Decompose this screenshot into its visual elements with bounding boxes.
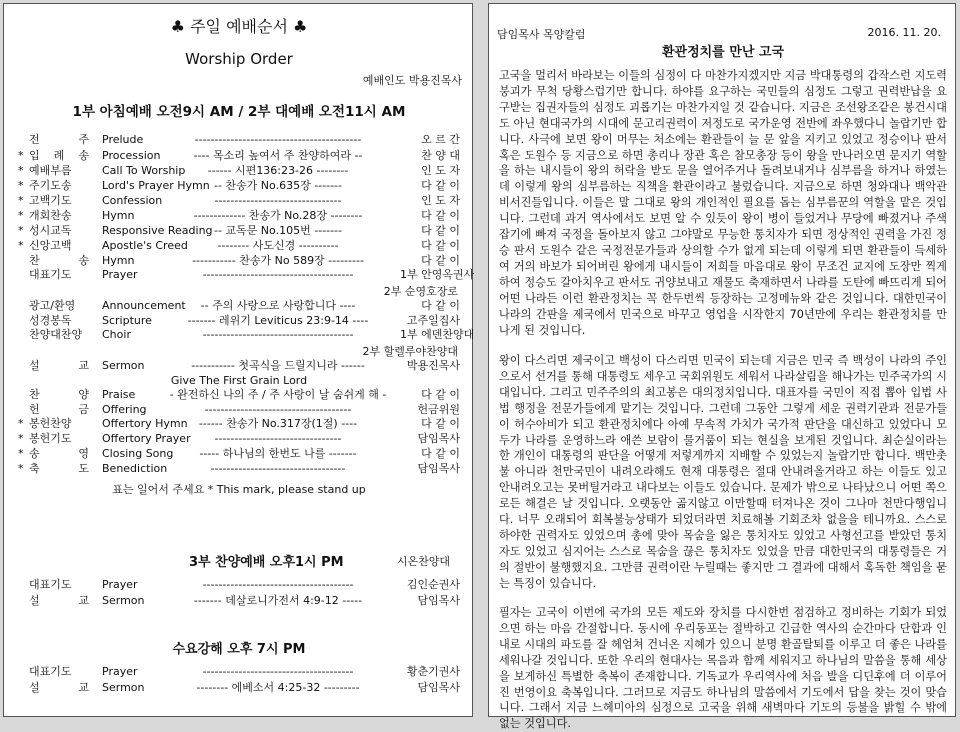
order-row <box>4 164 474 178</box>
item-name: 찬 송 <box>29 254 89 267</box>
stand-mark: * <box>18 179 24 192</box>
sermon-title-en: Give The First Grain Lord <box>170 374 308 387</box>
item-detail: ---- 목소리 높여서 주 찬양하여라 -- <box>193 149 363 162</box>
item-name-en: Apostle's Creed <box>102 239 188 252</box>
item-name: 고백기도 <box>29 194 72 207</box>
item-name: 신앙고백 <box>29 239 72 252</box>
worship-title-ko: ♣ 주일 예배순서 ♣ <box>170 17 308 36</box>
order-row <box>4 432 474 446</box>
item-detail: ------- 레위기 Leviticus 23:9-14 ---- <box>187 314 369 327</box>
order-row <box>4 462 474 476</box>
item-detail: -------- 사도신경 ---------- <box>217 239 339 252</box>
item-name-en: Prayer <box>102 268 138 281</box>
stand-mark: * <box>18 194 24 207</box>
item-name: 예배부름 <box>29 164 72 177</box>
item-detail: -------------------------------------- <box>202 665 354 678</box>
item-leader: 담임목사 <box>417 594 460 607</box>
item-name-en: Praise <box>102 388 136 401</box>
item-leader: 1부 에덴찬양대 <box>400 328 475 341</box>
item-detail: -- 주의 사랑으로 사랑합니다 ---- <box>200 299 356 312</box>
item-name-en: Offering <box>102 403 147 416</box>
order-row <box>4 209 474 223</box>
item-name-en: Procession <box>102 149 161 162</box>
item-leader: 찬 양 대 <box>421 149 460 162</box>
item-detail: -------- 에베소서 4:25-32 --------- <box>196 681 360 694</box>
item-detail: ----------- 첫곡식을 드릴지니라 ------ <box>191 359 365 372</box>
order-row <box>4 328 474 342</box>
item-name: 성시교독 <box>29 224 72 237</box>
item-detail: ----- 하나님의 한번도 나를 ------- <box>199 447 357 460</box>
item-leader: 오 르 간 <box>421 133 460 146</box>
service1-header: 1부 아침예배 오전9시 AM / 2부 대예배 오전11시 AM <box>72 104 406 120</box>
item-leader: 김인순권사 <box>406 578 460 591</box>
item-name-en: Benediction <box>102 462 168 475</box>
item-detail: -------------------------------- <box>214 194 342 207</box>
item-name-en: Call To Worship <box>102 164 186 177</box>
item-name-en: Responsive Reading <box>102 224 213 237</box>
item-name: 광고/환영 <box>29 299 76 312</box>
item-name: 대표기도 <box>29 665 72 678</box>
item-name-en: Choir <box>102 328 131 341</box>
item-name-en: Hymn <box>102 254 135 267</box>
item-leader: 다 같 이 <box>421 388 460 401</box>
order-row <box>4 149 474 163</box>
stand-mark: * <box>18 224 24 237</box>
item-name: 찬양대찬양 <box>29 328 83 341</box>
item-name: 설 교 <box>29 594 89 607</box>
item-leader: 다 같 이 <box>421 209 460 222</box>
item-detail: ------------- 찬송가 No.28장 -------- <box>193 209 363 222</box>
item-detail: ------ 시편136:23-26 -------- <box>207 164 349 177</box>
order-row <box>4 359 474 373</box>
item-name: 송 영 <box>29 447 89 460</box>
order-row <box>4 254 474 268</box>
column-title: 환관정치를 만난 고국 <box>661 45 785 60</box>
order-row <box>4 447 474 461</box>
stand-note: 표는 일어서 주세요 * This mark, please stand up <box>112 483 366 496</box>
item-detail: -- 교독문 No.105번 ------- <box>214 224 342 237</box>
order-row <box>4 299 474 313</box>
column-paragraph: 왕이 다스리면 제국이고 백성이 다스리면 민국이 되는데 지금은 민국 즉 백성이 나라의 주인으로서 선거를 통해 대통령도 세우고 국회위원도 세워서 나라살림을 해나가는 민주국가의 시대입니다. 그리고 민주주의의 최고봉은 대의정치입니다. 대표자를 국민이 직접 뽑아 입법 사법 행정을 전문가들에게 맡기는 것입니다. 그런데 그동안 그렇게 세운 권력기관과 전문가들이 허수아비가 되고 환관정치에다 아예 무속적 가치가 국가적 판단을 대신하고 있었다니 모두가 나라를 운영하느라 애쓴 보람이 물거품이 되는 현실을 보게된 것입니다. 최순실이라는 한 개인이 대통령의 판단을 어떻게 저렇게까지 지배할 수 있었는지 놀랍기만 합니다. 백만촛불 아니라 천만국민이 내려오라해도 현재 대통령은 절대 안내려올거라고 하는 이들도 있고 안내려오고는 못버틸거라고 내다보는 이들도 있습니다. 문제가 밖으로 나타났으니 어떤 쪽으로든 해결은 날 것입니다. 오랫동안 곪지않고 이만할때 터져나온 것이 그나마 천만다행입니다. 너무 오래되어 회복불능상태가 되었더라면 치료해볼 기회조차 없을을 테니까요. 스스로 하야한 권력자도 있었으며 총에 맞아 목숨을 잃은 통치자도 있었고 사형선고를 받았던 통치자도 있었고 심지어는 스스로 목숨을 끊은 통치자도 있었을 만큼 대한민국의 대통령들은 거의 절반이 불행했지요. 그만큼 권력이란 누릴때는 좋지만 그 결과에 대해서 혹독한 책임을 묻는 특징이 있습니다. <box>499 354 947 590</box>
order-row <box>4 388 474 402</box>
item-detail: ------------------------------------------ <box>194 133 362 146</box>
column-paragraph: 고국을 멀리서 바라보는 이들의 심정이 다 마찬가지겠지만 지금 박대통령의 갑작스런 지도력붕괴가 무척 당황스럽기만 합니다. 하야를 요구하는 국민들의 심정도 그렇고 권력반납을 요구받는 집권자들의 심정도 괴롭기는 마찬가지일 것 같습니다. 지금은 조선왕조같은 봉건시대도 아닌 현대국가의 시대에 문고리권력이 저정도로 국가운영 전반에 좌우했다니 놀랍기만 합니다. 사극에 보면 왕이 머무는 처소에는 환관들이 늘 문 앞을 지키고 있었고 정승이나 판서 혹은 도원수 등 지금으로 하면 총리나 장관 혹은 참모총장 등이 왕을 만나러오면 문지기 역할을 하는 내시들이 왕의 허락을 받도 문을 열어주거나 돌려보내거나 심부름을 하거나 하였는데 이렇게 왕의 심부름하는 직책을 환관이라고 불렀습니다. 지금으로 하면 청와대나 백악관 비서진들입니다. 이들은 말 그대로 왕의 개인적인 필요를 돕는 심부름꾼의 역할을 맡은 것입니다. 그런데 과거 역사에서도 보면 알 수 있듯이 왕이 병이 들었거나 무당에 빠졌거나 주색잡기에 빠져 국정을 돌아보지 않고 그야말로 무능한 통치자가 되면 정상적인 권력을 가진 정승 판서 도원수 같은 국정전문가들과 상의할 수가 없게 되는데 이렇게 되면 환관들이 득세하여 거의 바보가 되어버린 왕에게 내시들이 저희들 마음대로 왕이 무조건 교지에 도장만 찍게하여 정승도 갈아치우고 판서도 귀양보내고 재물도 축재하면서 나라를 도탄에 빠뜨리게 되어 어떤 나라든 이런 환관정치는 꼭 한두번씩 등장하는 고정메뉴와 같은 것입니다. 대한민국이 나라의 간판을 제국에서 민국으로 바꾸고 영업을 시작한지 70년만에 우리는 환관정치를 만나게 된 것입니다. <box>499 69 947 337</box>
item-leader: 인 도 자 <box>421 194 460 207</box>
order-row <box>4 665 474 679</box>
order-row <box>4 594 474 608</box>
order-row <box>4 179 474 193</box>
stand-mark: * <box>18 417 24 430</box>
item-name-en: Sermon <box>102 594 145 607</box>
item-detail: ------------------------------------- <box>204 403 352 416</box>
item-name-en: Sermon <box>102 359 145 372</box>
worship-order-page <box>3 3 473 717</box>
item-name-en: Announcement <box>102 299 186 312</box>
column-paragraph: 필자는 고국이 이번에 국가의 모든 제도와 장치를 다시한번 점검하고 정비하는 기회가 되었으면 하는 마음 간절합니다. 동시에 우리동포는 절박하고 긴급한 역사의 순간마다 단합과 인내로 시대의 파도를 잘 헤엄쳐 건너온 지혜가 있으니 분명 환골탈퇴를 이루고 더 좋은 나라를 세워나갈 것입니다. 또한 우리의 현대사는 목음과 함께 세워지고 하나님의 말씀을 통해 세상을 보게하신 특별한 축복이 존재합니다. 기독교가 우리역사에 처음 발을 디딘후에 더 이루어진 번영이요 축복입니다. 그러므로 지금도 하나님의 말씀에서 기도에서 답을 찾는 것이 맞습니다. 그래서 지금 느헤미아의 심정으로 고국을 위해 새벽마다 기도의 등불을 밝힐 수 밖에 없는 것입니다. <box>499 606 947 731</box>
item-leader: 다 같 이 <box>421 224 460 237</box>
service3-header: 3부 찬양예배 오후1시 PM <box>189 555 344 570</box>
order-row <box>4 403 474 417</box>
item-name: 봉헌기도 <box>29 432 72 445</box>
stand-mark: * <box>18 432 24 445</box>
order-row <box>4 194 474 208</box>
order-row <box>4 417 474 431</box>
item-name: 설 교 <box>29 359 89 372</box>
order-row <box>4 239 474 253</box>
order-row <box>4 681 474 695</box>
item-name-en: Offertory Hymn <box>102 417 188 430</box>
column-page <box>488 3 956 731</box>
stand-mark: * <box>18 447 24 460</box>
stand-mark: * <box>18 164 24 177</box>
item-name: 입 례 송 <box>29 149 89 162</box>
item-detail: ------- 데살로니가전서 4:9-12 ----- <box>193 594 363 607</box>
item-name-en: Hymn <box>102 209 135 222</box>
item-name-en: Lord's Prayer Hymn <box>102 179 210 192</box>
item-detail: ---------------------------------- <box>210 462 346 475</box>
item-name-en: Sermon <box>102 681 145 694</box>
item-leader: 헌금위원 <box>417 403 460 416</box>
item-detail: - 완전하신 나의 주 / 주 사랑이 날 숨쉬게 해 - <box>169 388 387 401</box>
order-row <box>4 314 474 328</box>
item-detail: ----------- 찬송가 No 589장 --------- <box>192 254 364 267</box>
worship-leader: 예배인도 박용진목사 <box>362 74 462 87</box>
item-leader: 1부 안영옥권사 <box>400 268 475 281</box>
item-name-en: Prelude <box>102 133 144 146</box>
order-row <box>4 224 474 238</box>
item-name-en: Prayer <box>102 578 138 591</box>
item-name: 개회찬송 <box>29 209 72 222</box>
item-name: 성경봉독 <box>29 314 72 327</box>
item-name: 설 교 <box>29 681 89 694</box>
item-detail: -------------------------------------- <box>202 578 354 591</box>
item-name: 전 주 <box>29 133 89 146</box>
item-name: 봉헌찬양 <box>29 417 72 430</box>
item-leader: 인 도 자 <box>421 164 460 177</box>
item-name-en: Confession <box>102 194 163 207</box>
stand-mark: * <box>18 149 24 162</box>
stand-mark: * <box>18 209 24 222</box>
worship-title-en: Worship Order <box>185 50 293 68</box>
item-detail: ------ 찬송가 No.317장(1절) ---- <box>198 417 358 430</box>
item-leader: 다 같 이 <box>421 179 460 192</box>
item-leader-2: 2부 할렐루야찬양대 <box>362 345 458 358</box>
item-detail: -------------------------------------- <box>202 328 354 341</box>
item-detail: -- 찬송가 No.635장 ------- <box>214 179 342 192</box>
item-leader: 박용진목사 <box>406 359 460 372</box>
item-leader: 다 같 이 <box>421 299 460 312</box>
item-detail: -------------------------------------- <box>202 268 354 281</box>
item-name: 주기도송 <box>29 179 72 192</box>
item-name-en: Closing Song <box>102 447 174 460</box>
item-name: 축 도 <box>29 462 89 475</box>
column-date: 2016. 11. 20. <box>867 26 941 39</box>
item-leader: 다 같 이 <box>421 239 460 252</box>
item-leader-2: 2부 순영호장로 <box>383 285 458 298</box>
stand-mark: * <box>18 239 24 252</box>
item-name-en: Offertory Prayer <box>102 432 191 445</box>
item-name: 헌 금 <box>29 403 89 416</box>
order-row <box>4 133 474 147</box>
order-row <box>4 268 474 282</box>
service3-choir: 시온찬양대 <box>396 555 450 568</box>
column-label: 담임목사 목양칼럼 <box>497 28 586 41</box>
item-name-en: Prayer <box>102 665 138 678</box>
item-leader: 담임목사 <box>417 681 460 694</box>
item-name: 대표기도 <box>29 578 72 591</box>
item-leader: 다 같 이 <box>421 447 460 460</box>
item-detail: -------------------------------- <box>214 432 342 445</box>
order-row <box>4 578 474 592</box>
stand-mark: * <box>18 462 24 475</box>
item-leader: 고주일집사 <box>406 314 460 327</box>
item-leader: 담임목사 <box>417 462 460 475</box>
item-leader: 다 같 이 <box>421 254 460 267</box>
item-name: 대표기도 <box>29 268 72 281</box>
item-leader: 다 같 이 <box>421 417 460 430</box>
item-leader: 담임목사 <box>417 432 460 445</box>
item-name: 찬 양 <box>29 388 89 401</box>
item-name-en: Scripture <box>102 314 152 327</box>
item-leader: 황춘기권사 <box>406 665 460 678</box>
service4-header: 수요강해 오후 7시 PM <box>172 642 306 657</box>
